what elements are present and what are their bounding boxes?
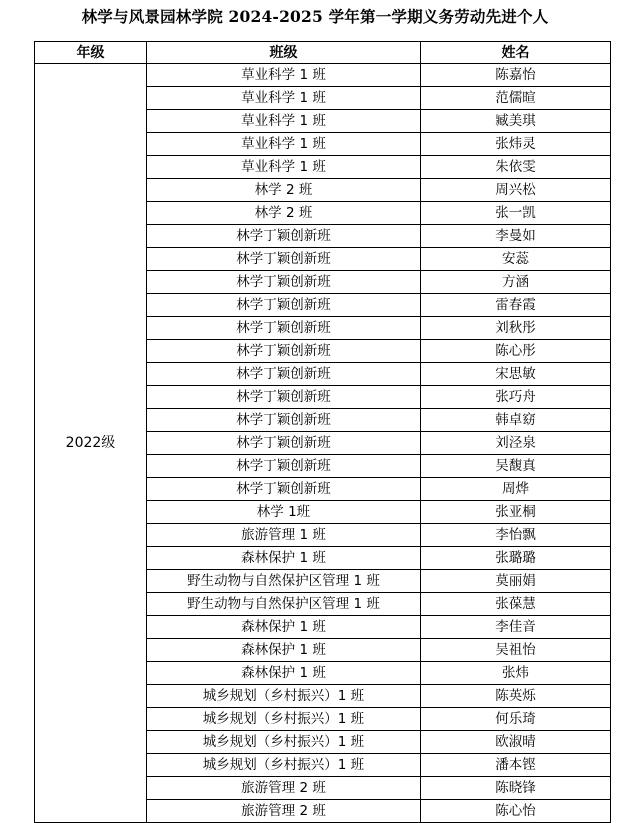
- class-cell: 林学 2 班: [147, 179, 421, 202]
- grade-cell: 2022级: [35, 64, 147, 823]
- name-cell: 陈心怡: [421, 800, 611, 823]
- name-cell: 张璐璐: [421, 547, 611, 570]
- header-name: 姓名: [421, 42, 611, 64]
- class-cell: 林学丁颖创新班: [147, 455, 421, 478]
- name-cell: 李曼如: [421, 225, 611, 248]
- class-cell: 林学丁颖创新班: [147, 409, 421, 432]
- class-cell: 林学丁颖创新班: [147, 478, 421, 501]
- class-cell: 林学丁颖创新班: [147, 294, 421, 317]
- class-cell: 森林保护 1 班: [147, 547, 421, 570]
- class-cell: 林学丁颖创新班: [147, 317, 421, 340]
- name-cell: 张亚桐: [421, 501, 611, 524]
- award-table: [34, 41, 611, 823]
- class-cell: 草业科学 1 班: [147, 133, 421, 156]
- name-cell: 刘秋彤: [421, 317, 611, 340]
- name-cell: 安蕊: [421, 248, 611, 271]
- name-cell: 陈英烁: [421, 685, 611, 708]
- name-cell: 陈心彤: [421, 340, 611, 363]
- name-cell: 范儒暄: [421, 87, 611, 110]
- name-cell: 陈晓锋: [421, 777, 611, 800]
- class-cell: 林学丁颖创新班: [147, 340, 421, 363]
- class-cell: 林学丁颖创新班: [147, 225, 421, 248]
- class-cell: 森林保护 1 班: [147, 639, 421, 662]
- name-cell: 雷春霞: [421, 294, 611, 317]
- class-cell: 野生动物与自然保护区管理 1 班: [147, 570, 421, 593]
- class-cell: 城乡规划（乡村振兴）1 班: [147, 754, 421, 777]
- name-cell: 李佳音: [421, 616, 611, 639]
- name-cell: 周烨: [421, 478, 611, 501]
- header-class: 班级: [147, 42, 421, 64]
- name-cell: 韩卓窈: [421, 409, 611, 432]
- document-title: 林学与风景园林学院 2024-2025 学年第一学期义务劳动先进个人: [81, 7, 549, 26]
- class-cell: 城乡规划（乡村振兴）1 班: [147, 708, 421, 731]
- name-cell: 吴祖怡: [421, 639, 611, 662]
- name-cell: 臧美琪: [421, 110, 611, 133]
- name-cell: 朱依雯: [421, 156, 611, 179]
- class-cell: 林学丁颖创新班: [147, 271, 421, 294]
- class-cell: 草业科学 1 班: [147, 87, 421, 110]
- name-cell: 张葆慧: [421, 593, 611, 616]
- class-cell: 林学丁颖创新班: [147, 363, 421, 386]
- name-cell: 欧淑晴: [421, 731, 611, 754]
- name-cell: 张一凯: [421, 202, 611, 225]
- name-cell: 潘本铿: [421, 754, 611, 777]
- class-cell: 森林保护 1 班: [147, 616, 421, 639]
- class-cell: 城乡规划（乡村振兴）1 班: [147, 731, 421, 754]
- table-body: [35, 64, 611, 823]
- class-cell: 草业科学 1 班: [147, 110, 421, 133]
- name-cell: 张巧舟: [421, 386, 611, 409]
- class-cell: 草业科学 1 班: [147, 64, 421, 87]
- name-cell: 周兴松: [421, 179, 611, 202]
- class-cell: 旅游管理 1 班: [147, 524, 421, 547]
- table-row: [35, 64, 611, 87]
- name-cell: 陈嘉怡: [421, 64, 611, 87]
- class-cell: 野生动物与自然保护区管理 1 班: [147, 593, 421, 616]
- name-cell: 李怡飘: [421, 524, 611, 547]
- name-cell: 张炜: [421, 662, 611, 685]
- class-cell: 城乡规划（乡村振兴）1 班: [147, 685, 421, 708]
- class-cell: 旅游管理 2 班: [147, 777, 421, 800]
- header-grade: 年级: [35, 42, 147, 64]
- class-cell: 林学丁颖创新班: [147, 432, 421, 455]
- name-cell: 宋思敏: [421, 363, 611, 386]
- name-cell: 张炜灵: [421, 133, 611, 156]
- name-cell: 刘泾泉: [421, 432, 611, 455]
- name-cell: 何乐琦: [421, 708, 611, 731]
- class-cell: 森林保护 1 班: [147, 662, 421, 685]
- name-cell: 莫丽娟: [421, 570, 611, 593]
- class-cell: 草业科学 1 班: [147, 156, 421, 179]
- name-cell: 吴馥真: [421, 455, 611, 478]
- class-cell: 林学丁颖创新班: [147, 386, 421, 409]
- class-cell: 林学 2 班: [147, 202, 421, 225]
- class-cell: 旅游管理 2 班: [147, 800, 421, 823]
- name-cell: 方涵: [421, 271, 611, 294]
- table-header-row: [35, 42, 611, 64]
- class-cell: 林学 1班: [147, 501, 421, 524]
- class-cell: 林学丁颖创新班: [147, 248, 421, 271]
